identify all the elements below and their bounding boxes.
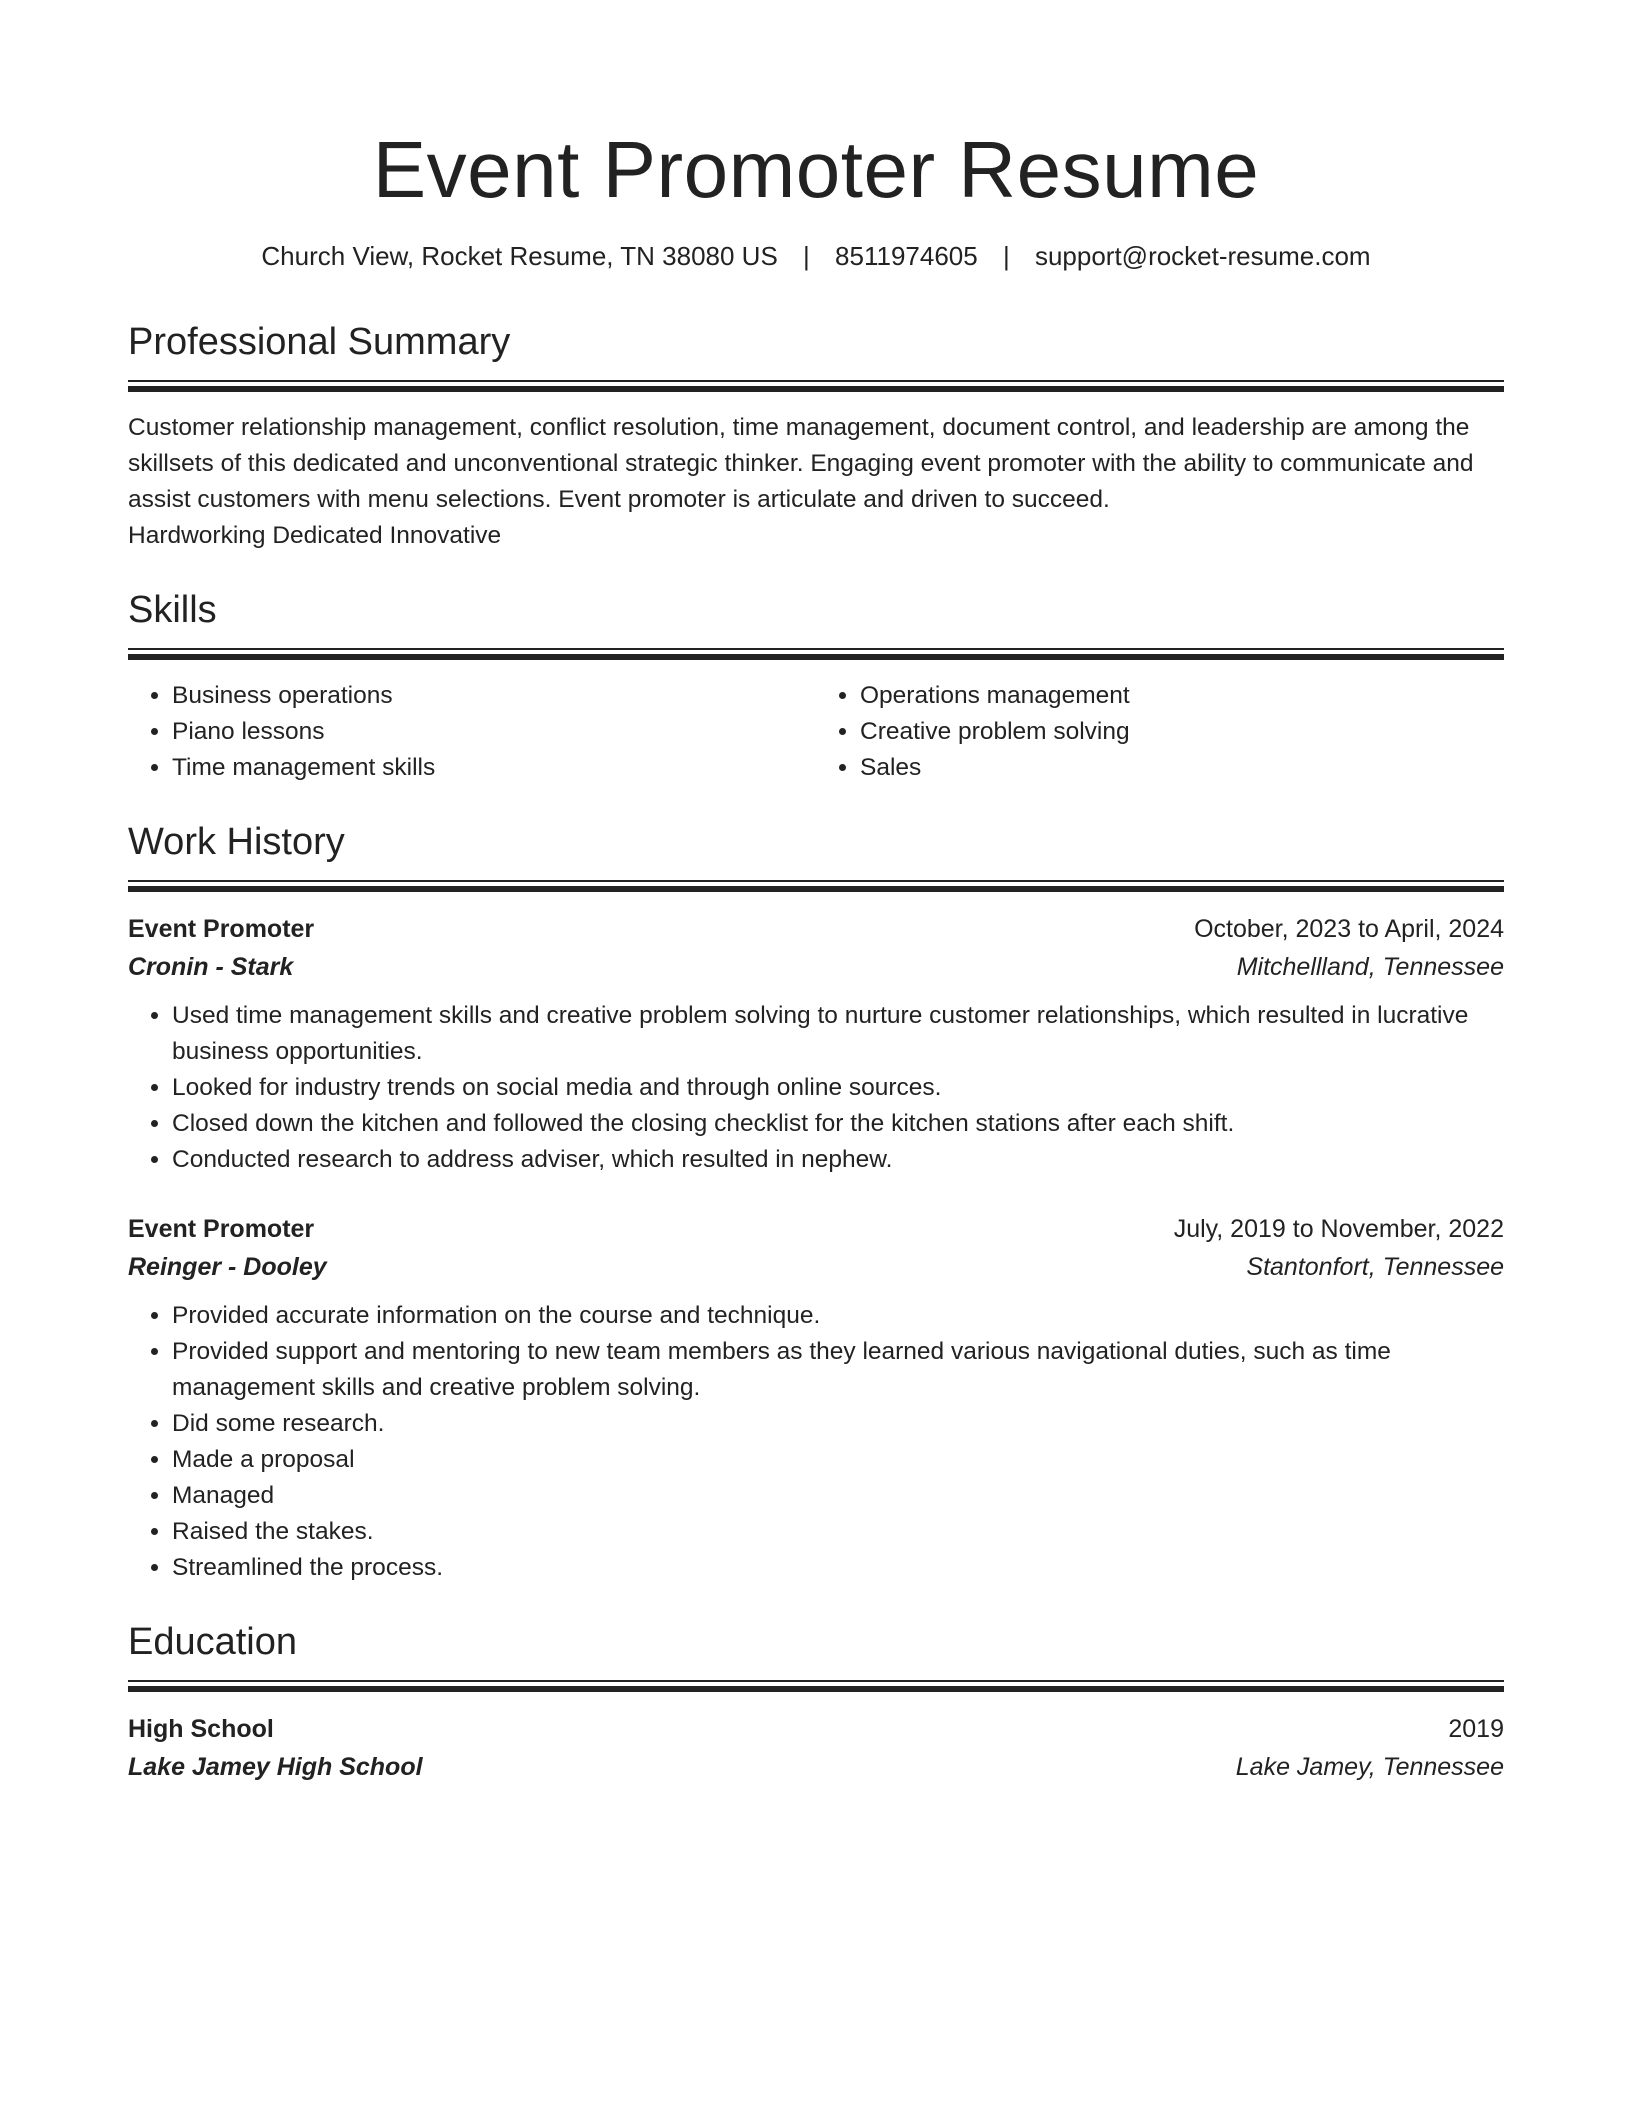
job-entry [128, 1210, 1504, 1586]
contact-line [128, 238, 1504, 274]
section-divider [128, 648, 1504, 660]
skill-item: • Time management skills [172, 750, 816, 786]
skill-item: • Business operations [172, 678, 816, 714]
job-dates: July, 2019 to November, 2022 [1173, 1215, 1504, 1243]
job-dates: October, 2023 to April, 2024 [1194, 915, 1504, 943]
skills-column-left [128, 678, 816, 786]
skill-item: • Creative problem solving [860, 714, 1504, 750]
education-school-row [128, 1748, 1504, 1786]
education-school: Lake Jamey High School [128, 1753, 423, 1781]
job-bullet: • Did some research. [172, 1406, 1504, 1442]
summary-paragraph: Customer relationship management, conflict resolution, time management, document control, and leadership are among the skillsets of this dedicated and unconventional strategic thinker. Engaging event promoter with the ability to communicate and assist customers with menu selections. Event promoter is articulate and driven to succeed. [128, 414, 1474, 513]
skills-column-right [816, 678, 1504, 786]
job-location: Stantonfort, Tennessee [1246, 1253, 1504, 1281]
skills-section [128, 586, 1504, 786]
skill-item: • Sales [860, 750, 1504, 786]
job-bullet: • Provided accurate information on the course and technique. [172, 1298, 1504, 1334]
skills-heading: Skills [128, 589, 217, 631]
summary-heading: Professional Summary [128, 321, 511, 363]
summary-section [128, 318, 1504, 554]
job-title: Event Promoter [128, 1215, 315, 1243]
resume-title: Event Promoter Resume [372, 125, 1260, 214]
work-history-section [128, 818, 1504, 1586]
section-divider [128, 1680, 1504, 1692]
contact-email: support@rocket-resume.com [1034, 241, 1371, 271]
education-heading: Education [128, 1621, 298, 1663]
skills-list [128, 678, 1504, 786]
job-bullet: • Looked for industry trends on social media and through online sources. [172, 1070, 1504, 1106]
summary-text [128, 410, 1504, 554]
contact-separator: | [803, 241, 810, 271]
summary-traits: Hardworking Dedicated Innovative [128, 522, 502, 549]
job-bullets [128, 1298, 1504, 1586]
contact-separator: | [1002, 241, 1010, 271]
job-company: Cronin - Stark [128, 953, 294, 981]
work-history-heading: Work History [128, 821, 345, 863]
job-bullet: • Made a proposal [172, 1442, 1504, 1478]
education-section [128, 1618, 1504, 1786]
education-location: Lake Jamey, Tennessee [1235, 1753, 1504, 1781]
job-bullet: • Raised the stakes. [172, 1514, 1504, 1550]
job-bullet: • Conducted research to address adviser, which resulted in nephew. [172, 1142, 1504, 1178]
section-divider [128, 380, 1504, 392]
job-bullets [128, 998, 1504, 1178]
job-company-row [128, 948, 1504, 986]
skill-item: • Operations management [860, 678, 1504, 714]
education-year: 2019 [1448, 1715, 1504, 1743]
job-bullet: • Used time management skills and creative problem solving to nurture customer relationships, which resulted in lucrative business opportunities. [172, 998, 1504, 1070]
job-bullet: • Streamlined the process. [172, 1550, 1504, 1586]
job-company-row [128, 1248, 1504, 1286]
job-bullet: • Closed down the kitchen and followed the closing checklist for the kitchen stations after each shift. [172, 1106, 1504, 1142]
education-degree: High School [128, 1715, 274, 1743]
job-bullet: • Managed [172, 1478, 1504, 1514]
education-header-row [128, 1710, 1504, 1748]
contact-phone: 8511974605 [835, 241, 978, 271]
job-header-row [128, 1210, 1504, 1248]
job-company: Reinger - Dooley [128, 1253, 327, 1281]
job-entry [128, 910, 1504, 1178]
job-bullet: • Provided support and mentoring to new team members as they learned various navigational duties, such as time management skills and creative problem solving. [172, 1334, 1504, 1406]
job-title: Event Promoter [128, 915, 315, 943]
contact-address: Church View, Rocket Resume, TN 38080 US [261, 241, 778, 271]
job-location: Mitchellland, Tennessee [1236, 953, 1504, 981]
job-header-row [128, 910, 1504, 948]
section-divider [128, 880, 1504, 892]
skill-item: • Piano lessons [172, 714, 816, 750]
